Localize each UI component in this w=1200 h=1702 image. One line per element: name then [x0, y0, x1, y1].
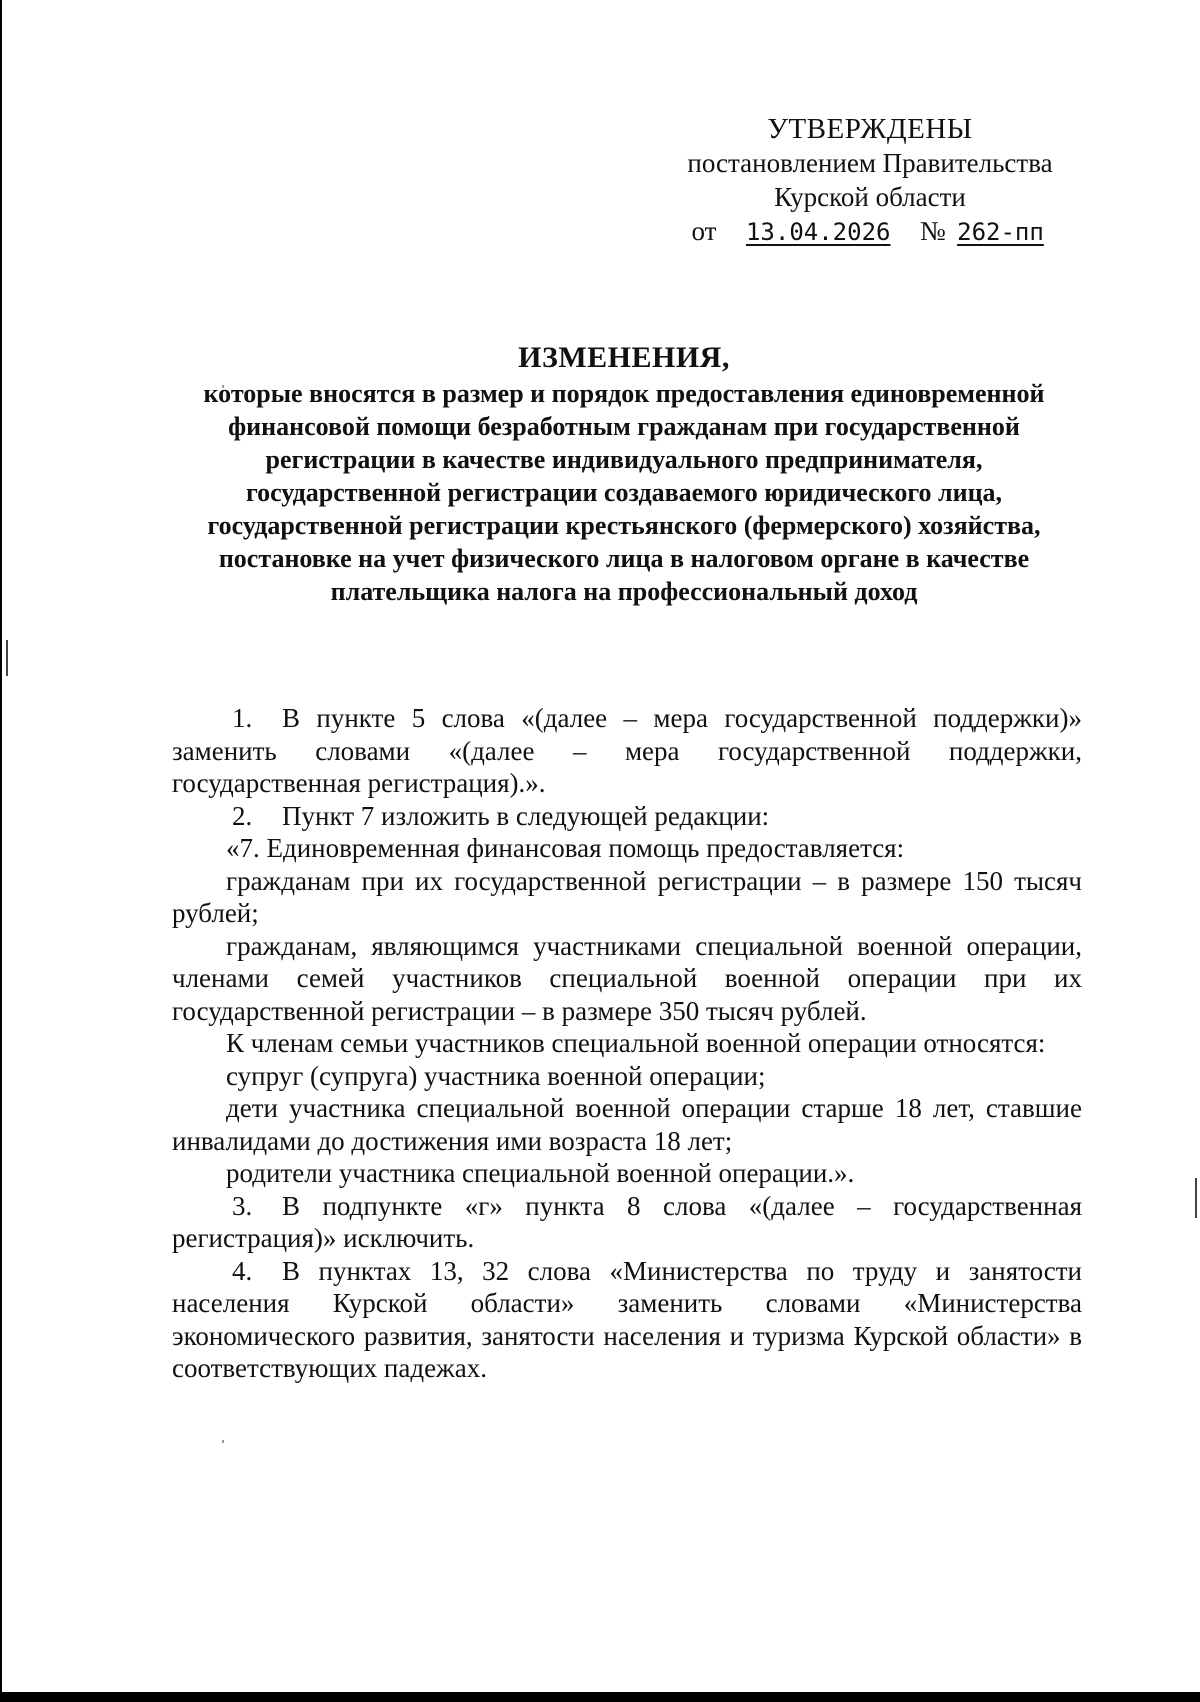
- paragraph: [172, 832, 1082, 865]
- document-subtitle: которые вносятся в размер и порядок предоставления единовременной финансовой помощи безработным гражданам при государственной регистрации в качестве индивидуального предпринимателя, государственной регистрации создаваемого юридического лица, государственной регистрации крестьянского (фермерского) хозяйства, постановке на учет физического лица в налоговом органе в качестве плательщика налога на профессиональный доход: [203, 379, 1045, 606]
- paragraph-text: К членам семьи участников специальной военной операции относятся:: [226, 1028, 1046, 1058]
- paragraph-text: родители участника специальной военной операции.».: [226, 1158, 855, 1188]
- approval-date: 13.04.2026: [745, 218, 891, 246]
- paragraph-text: дети участника специальной военной операции старше 18 лет, ставшие инвалидами до достижения ими возраста 18 лет;: [172, 1093, 1082, 1156]
- approval-block: [670, 112, 1070, 249]
- paragraph: [172, 1060, 1082, 1093]
- paragraph-number: 1.: [232, 703, 253, 733]
- numbered-paragraph: [172, 702, 1082, 800]
- scan-mark: [1195, 1178, 1197, 1218]
- paragraph-text: гражданам, являющимся участниками специальной военной операции, членами семей участников специальной военной операции при их государственной регистрации – в размере 350 тысяч рублей.: [172, 930, 1082, 1026]
- document-title: ИЗМЕНЕНИЯ,: [518, 341, 730, 374]
- numbered-paragraph: [172, 800, 1082, 833]
- paragraph-text: В пункте 5 слова «(далее – мера государственной поддержки)» заменить словами «(далее – мера государственной поддержки, государственная регистрация).».: [172, 703, 1082, 798]
- paragraph: [172, 930, 1082, 1028]
- date-prefix: от: [691, 216, 717, 246]
- paragraph-text: гражданам при их государственной регистрации – в размере 150 тысяч рублей;: [172, 865, 1082, 928]
- paragraph-number: 3.: [232, 1190, 253, 1221]
- document-body: [172, 702, 1082, 1385]
- paragraph: [172, 1027, 1082, 1060]
- numbered-paragraph: [172, 1190, 1082, 1255]
- paragraph-text: «7. Единовременная финансовая помощь предоставляется:: [226, 833, 905, 863]
- paragraph-number: 2.: [232, 800, 253, 831]
- paragraph: [172, 1092, 1082, 1157]
- approval-issuer: постановлением Правительства: [687, 148, 1053, 178]
- paragraph-number: 4.: [232, 1255, 253, 1286]
- number-prefix: №: [919, 216, 946, 246]
- approval-date-line: [670, 214, 1070, 249]
- scan-left-edge: [0, 0, 2, 1702]
- scan-dot: [222, 1440, 224, 1443]
- scan-mark: [6, 640, 8, 676]
- paragraph-text: Пункт 7 изложить в следующей редакции:: [282, 800, 770, 831]
- approval-region: Курской области: [774, 182, 966, 212]
- document-heading: [172, 340, 1076, 608]
- numbered-paragraph: [172, 1255, 1082, 1385]
- paragraph: [172, 865, 1082, 930]
- paragraph: [172, 1157, 1082, 1190]
- scan-bottom-edge: [0, 1692, 1200, 1702]
- paragraph-text: В подпункте «г» пункта 8 слова «(далее – государственная регистрация)» исключить.: [172, 1190, 1082, 1253]
- paragraph-text: В пунктах 13, 32 слова «Министерства по труду и занятости населения Курской области» заменить словами «Министерства экономического развития, занятости населения и туризма Курской области» в соответствующих падежах.: [172, 1255, 1082, 1383]
- approval-title: УТВЕРЖДЕНЫ: [767, 113, 973, 145]
- paragraph-text: супруг (супруга) участника военной операции;: [226, 1060, 766, 1091]
- approval-number: 262-пп: [957, 218, 1044, 246]
